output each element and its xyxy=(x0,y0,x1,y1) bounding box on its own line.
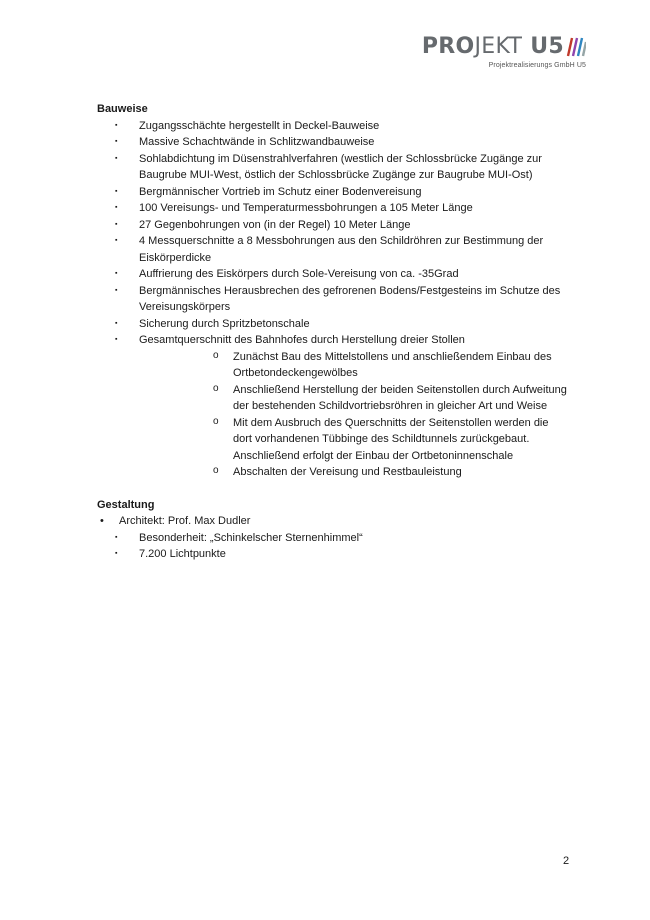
list-item-text: Gesamtquerschnitt des Bahnhofes durch Herstellung dreier Stollen xyxy=(139,334,465,346)
list-item-text: Baugrube MUI-West, östlich der Schlossbrücke Zugänge zur Baugrube MUI-Ost) xyxy=(139,169,533,181)
list-item-text: Anschließend erfolgt der Einbau der Ortbetoninnenschale xyxy=(233,449,514,462)
list-item xyxy=(97,217,567,234)
list-item xyxy=(97,134,567,151)
list-item xyxy=(97,266,567,283)
bullet-icon: o xyxy=(213,382,219,394)
section-gap xyxy=(97,481,567,497)
bullet-icon: o xyxy=(213,349,219,361)
bullet-icon: • xyxy=(100,515,104,527)
list-item-text: Mit dem Ausbruch des Querschnitts der Seitenstollen werden die xyxy=(233,416,549,429)
list-item xyxy=(97,184,567,201)
stollen-sublist xyxy=(97,349,567,481)
sub-list-item-continuation xyxy=(97,398,567,415)
list-item-text: Zugangsschächte hergestellt in Deckel-Bauweise xyxy=(139,119,380,132)
logo-wordmark: PROJEKT U5 xyxy=(421,34,564,59)
sub-list-item-continuation xyxy=(97,365,567,382)
list-item-continuation xyxy=(97,299,567,316)
bauweise-list xyxy=(97,118,567,349)
list-item-continuation xyxy=(97,250,567,267)
list-item xyxy=(97,151,567,168)
list-item xyxy=(97,316,567,333)
bullet-icon: ▪ xyxy=(115,286,118,294)
list-item-text: Zunächst Bau des Mittelstollens und anschließendem Einbau des xyxy=(233,350,552,363)
list-item-text: Eiskörperdicke xyxy=(139,251,212,264)
sub-list-item-continuation xyxy=(97,448,567,465)
list-item xyxy=(97,200,567,217)
list-item-continuation xyxy=(97,167,567,184)
list-item-text: dort vorhandenen Tübbinge des Schildtunnels zurückgebaut. xyxy=(233,433,530,445)
list-item-text: 4 Messquerschnitte a 8 Messbohrungen aus den Schildröhren zur Bestimmung der xyxy=(139,235,544,247)
page-content xyxy=(97,101,567,563)
list-item-architect: • Architekt: Prof. Max Dudler xyxy=(97,513,567,530)
list-item-text: der bestehenden Schildvortriebsröhren in gleicher Art und Weise xyxy=(233,400,548,412)
list-item xyxy=(97,118,567,135)
list-item-text: Auffrierung des Eiskörpers durch Sole-Vereisung von ca. -35Grad xyxy=(139,268,459,280)
list-item-text: Vereisungskörpers xyxy=(139,301,231,313)
list-item-text: Sohlabdichtung im Düsenstrahlverfahren (westlich der Schlossbrücke Zugänge zur xyxy=(139,152,542,165)
sub-list-item xyxy=(97,415,567,432)
list-item-text: Massive Schachtwände in Schlitzwandbauweise xyxy=(139,136,375,148)
bullet-icon: ▪ xyxy=(115,154,118,162)
list-item-text: 27 Gegenbohrungen von (in der Regel) 10 Meter Länge xyxy=(139,218,411,231)
list-item-text: 100 Vereisungs- und Temperaturmessbohrungen a 105 Meter Länge xyxy=(139,202,473,214)
section-heading-gestaltung: Gestaltung xyxy=(97,498,155,511)
bullet-icon: ▪ xyxy=(115,220,118,228)
list-item-text: Sicherung durch Spritzbetonschale xyxy=(139,317,310,330)
sub-list-item-continuation xyxy=(97,431,567,448)
list-item xyxy=(97,332,567,349)
list-item-text: 7.200 Lichtpunkte xyxy=(139,548,226,560)
bullet-icon: ▪ xyxy=(115,319,118,327)
section-heading-bauweise: Bauweise xyxy=(97,103,148,115)
logo-subtitle: Projektrealisierungs GmbH U5 xyxy=(488,62,586,69)
bullet-icon: ▪ xyxy=(115,138,118,145)
list-item xyxy=(97,283,567,300)
list-item-text: Bergmännischer Vortrieb im Schutz einer Bodenvereisung xyxy=(139,185,422,198)
bullet-icon: ▪ xyxy=(115,550,118,557)
list-item-text: Abschalten der Vereisung und Restbauleistung xyxy=(233,466,462,478)
logo-stripes-icon xyxy=(564,37,586,57)
list-item xyxy=(97,530,567,547)
bullet-icon: o xyxy=(213,465,219,476)
bullet-icon: ▪ xyxy=(115,336,118,343)
bullet-icon: ▪ xyxy=(115,237,118,244)
bullet-icon: o xyxy=(213,415,219,427)
sub-list-item xyxy=(97,349,567,366)
page-number: 2 xyxy=(563,855,570,867)
list-item-text: Anschließend Herstellung der beiden Seitenstollen durch Aufweitung xyxy=(233,383,567,396)
sub-list-item xyxy=(97,464,567,481)
sub-list-item xyxy=(97,382,567,399)
list-item xyxy=(97,546,567,563)
bullet-icon: ▪ xyxy=(115,187,118,195)
list-item-text: Bergmännisches Herausbrechen des gefrorenen Bodens/Festgesteins im Schutze des xyxy=(139,284,561,297)
list-item xyxy=(97,233,567,250)
list-item-text: Besonderheit: „Schinkelscher Sternenhimmel“ xyxy=(139,531,363,544)
bullet-icon: ▪ xyxy=(115,204,118,211)
bullet-icon: ▪ xyxy=(115,270,118,277)
gestaltung-list xyxy=(97,530,567,563)
company-logo xyxy=(388,30,588,76)
bullet-icon: ▪ xyxy=(115,121,118,129)
bullet-icon: ▪ xyxy=(115,533,118,541)
list-item-text: Ortbetondeckengewölbes xyxy=(233,367,358,379)
